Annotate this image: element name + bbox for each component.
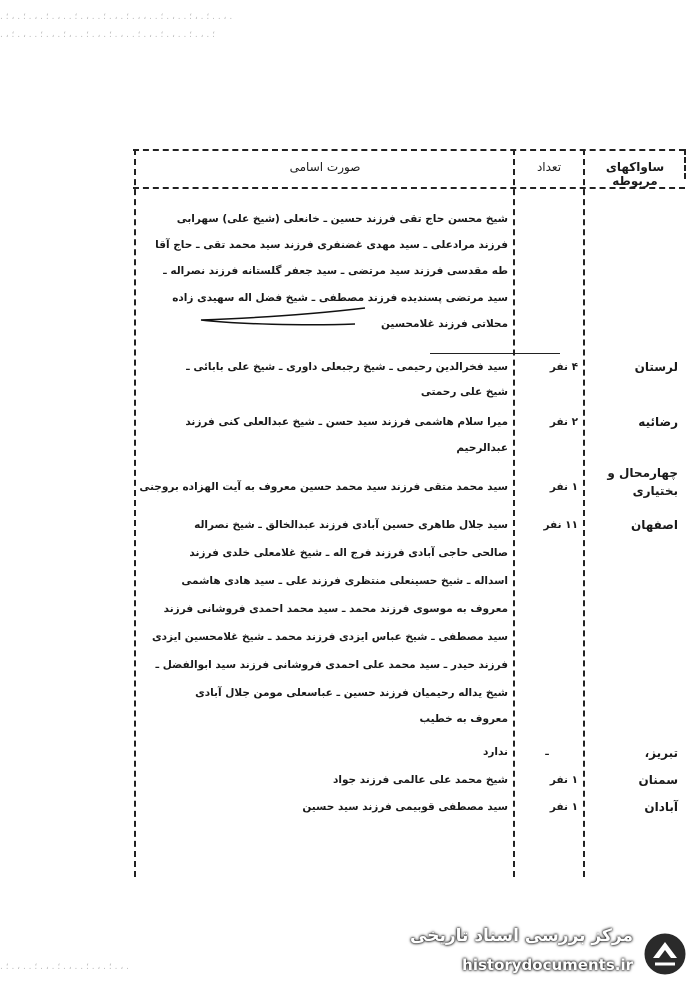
name-line: سید محمد متقی فرزند سید محمد حسین معروف به آیت الهزاده بروجنی bbox=[139, 481, 508, 493]
name-line: طه مقدسی فرزند سید مرتضی ـ سید جعفر گلستانه فرزند نصراله ـ bbox=[163, 265, 508, 277]
name-line: شیخ علی رحمتی bbox=[420, 386, 508, 398]
count-value: ۲ نفر bbox=[549, 416, 578, 428]
name-line: معروف به موسوی فرزند محمد ـ سید محمد احمدی فروشانی فرزند bbox=[163, 603, 508, 615]
row-separator bbox=[430, 353, 560, 354]
watermark-title: مرکز بررسی اسناد تاریخی bbox=[410, 926, 633, 946]
province-label: رضائیه bbox=[638, 415, 678, 429]
scan-noise: . ، ؛ . ، . ؛ . . ، . ؛ . ، . ؛ . . ، . ؛ . ، . ؛ . . ، ؛ . ، . ؛ . . ، . ؛ bbox=[0, 30, 215, 40]
count-value: ۱۱ نفر bbox=[543, 519, 578, 531]
watermark bbox=[410, 922, 695, 984]
count-value: ۱ نفر bbox=[549, 774, 578, 786]
scan-noise: . ؛ . ، . ؛ . . ، . ؛ . ، . ؛ . . ، . ؛ . ، . bbox=[0, 962, 129, 972]
name-line: معروف به خطیب bbox=[419, 713, 508, 725]
province-label: اصفهان bbox=[630, 518, 678, 532]
header-top-rule bbox=[133, 149, 685, 151]
name-line: سید مصطفی قوبیمی فرزند سید حسین bbox=[302, 801, 508, 813]
names-count-divider bbox=[513, 149, 515, 877]
count-value: ـ bbox=[545, 746, 549, 758]
name-line: فرزند حیدر ـ سید محمد علی احمدی فروشانی فرزند سید ابوالفضل ـ bbox=[155, 659, 508, 671]
name-line: سید مرتضی پسندیده فرزند مصطفی ـ شیخ فضل اله سهیدی زاده bbox=[172, 292, 508, 304]
right-border bbox=[684, 149, 686, 179]
name-line: شیخ محمد علی عالمی فرزند جواد bbox=[332, 774, 508, 786]
name-line: سید مصطفی ـ شیخ عباس ایزدی فرزند محمد ـ شیخ غلامحسین ایزدی bbox=[151, 631, 508, 643]
count-value: ۱ نفر bbox=[549, 481, 578, 493]
name-line: عبدالرحیم bbox=[456, 442, 508, 454]
province-label: لرستان bbox=[634, 360, 678, 374]
count-value: ۴ نفر bbox=[549, 361, 578, 373]
watermark-url: historydocuments.ir bbox=[462, 956, 633, 974]
name-line: صالحی حاجی آبادی فرزند فرج اله ـ شیخ غلامعلی خلدی فرزند bbox=[189, 547, 508, 559]
name-line: فرزند مرادعلی ـ سید مهدی غضنفری فرزند سید محمد تقی ـ حاج آقا bbox=[155, 239, 508, 251]
count-value: ۱ نفر bbox=[549, 801, 578, 813]
header-province: ساواکهای مربوطه bbox=[605, 160, 665, 188]
name-line: شیخ محسن حاج تقی فرزند حسین ـ خانعلی (شیخ علی) سهرابی bbox=[176, 213, 508, 225]
name-line: سید فخرالدین رحیمی ـ شیخ رجبعلی داوری ـ شیخ علی بابائی ـ bbox=[186, 361, 508, 373]
pen-underline-mark bbox=[195, 304, 370, 330]
count-province-divider bbox=[583, 149, 585, 877]
name-line: شیخ یداله رحیمیان فرزند حسین ـ عباسعلی مومن جلال آبادی bbox=[195, 687, 508, 699]
left-border bbox=[134, 149, 136, 877]
header-names: صورت اسامی bbox=[289, 160, 361, 174]
name-line: میرا سلام هاشمی فرزند سید حسن ـ شیخ عبدالعلی کنی فرزند bbox=[185, 416, 508, 428]
province-label: تبریز، bbox=[644, 746, 678, 760]
province-label: چهارمحال و بختیاری bbox=[607, 466, 678, 498]
archive-logo-icon bbox=[639, 928, 691, 980]
name-line: محلاتی فرزند غلامحسین bbox=[380, 318, 508, 330]
province-label: آبادان bbox=[644, 800, 678, 814]
scan-noise: . ؛ . ، ؛ . . ، . ؛ . . ، ، . ؛ . ، . ؛ . . ، . ؛ . . ، . ؛ . ، . ؛ . ، ؛ . . ، . bbox=[0, 12, 233, 22]
header-count: تعداد bbox=[536, 160, 562, 174]
province-label: سمنان bbox=[638, 773, 678, 787]
name-line: سید جلال طاهری حسین آبادی فرزند عبدالخالق ـ شیخ نصراله bbox=[194, 519, 508, 531]
name-line: ندارد bbox=[482, 746, 508, 758]
name-line: اسداله ـ شیخ حسینعلی منتظری فرزند علی ـ سید هادی هاشمی bbox=[181, 575, 508, 587]
